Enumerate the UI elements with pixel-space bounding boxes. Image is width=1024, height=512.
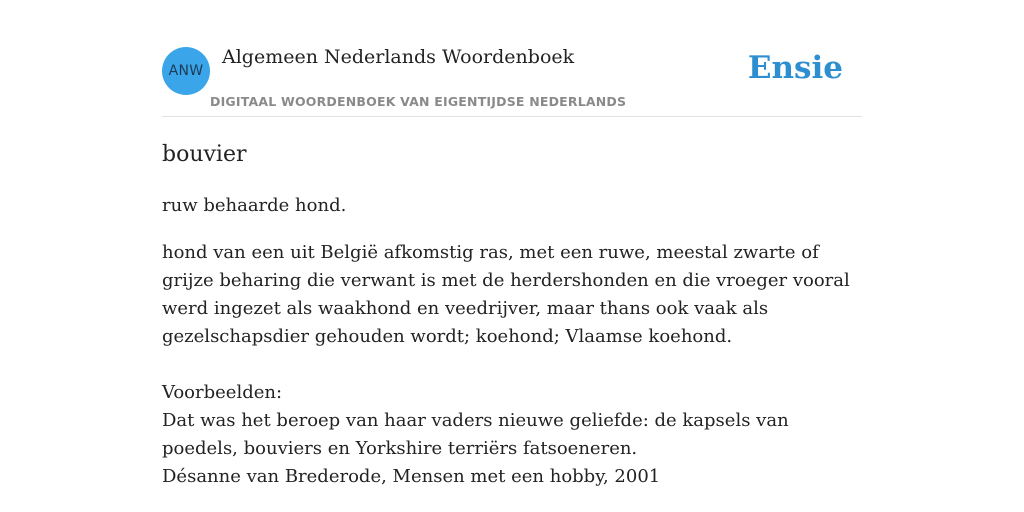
long-definition: hond van een uit België afkomstig ras, met een ruwe, meestal zwarte of grijze beharing die verwant is met de herdershonden en die vroeger vooral werd ingezet als waakhond en veedrijver, maar thans ook vaak als gezelschapsdier gehouden wordt; koehond; Vlaamse koehond. bbox=[162, 242, 850, 347]
examples-section bbox=[162, 379, 862, 491]
anw-logo[interactable] bbox=[162, 47, 210, 95]
example-text: Dat was het beroep van haar vaders nieuwe geliefde: de kapsels van poedels, bouviers en Yorkshire terriërs fatsoeneren. bbox=[162, 410, 789, 459]
dictionary-subtitle: DIGITAAL WOORDENBOEK VAN EIGENTIJDSE NEDERLANDS bbox=[210, 94, 627, 109]
example-source: Désanne van Brederode, Mensen met een hobby, 2001 bbox=[162, 466, 661, 487]
site-header bbox=[162, 0, 862, 117]
headword: bouvier bbox=[162, 142, 247, 167]
dictionary-title[interactable]: Algemeen Nederlands Woordenboek bbox=[222, 46, 575, 68]
ensie-brand-logo[interactable]: Ensie bbox=[747, 50, 843, 86]
entry-content bbox=[162, 140, 862, 491]
short-definition: ruw behaarde hond. bbox=[162, 195, 347, 216]
anw-logo-text: ANW bbox=[168, 63, 204, 79]
examples-label: Voorbeelden: bbox=[162, 382, 283, 403]
